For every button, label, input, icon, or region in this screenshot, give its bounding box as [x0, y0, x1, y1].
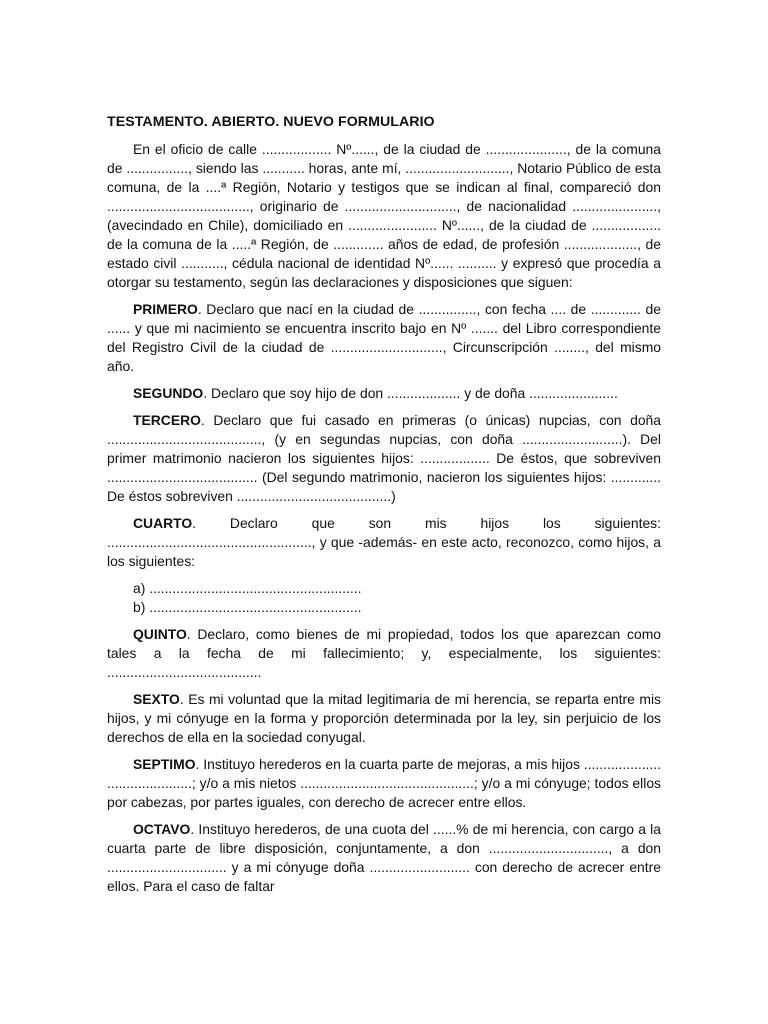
- clause-text: . Es mi voluntad que la mitad legitimaria de mi herencia, se reparta entre mis hijos, y mi cónyuge en la forma y proporción determinada por la ley, sin perjuicio de los derechos de ella en la sociedad conyugal.: [107, 691, 661, 745]
- clause-sexto: [107, 690, 661, 747]
- document-title: TESTAMENTO. ABIERTO. NUEVO FORMULARIO: [107, 114, 435, 130]
- clause-tercero: [107, 411, 661, 506]
- clause-segundo: [107, 384, 661, 403]
- clause-text: . Instituyo herederos en la cuarta parte de mejoras, a mis hijos .................... ......................; y/o a mis nietos .............................................; y/o a mi cónyuge; todos ellos por cabezas, por partes iguales, con derecho de acrecer entre ellos.: [107, 756, 661, 810]
- clause-quinto: [107, 625, 661, 682]
- clause-septimo: [107, 755, 661, 812]
- clause-heading: CUARTO: [133, 515, 193, 531]
- cuarto-list: [107, 579, 661, 617]
- clause-text: . Declaro que fui casado en primeras (o únicas) nupcias, con doña ........................................, (y en segundas nupcias, con doña ..........................). Del primer matrimonio nacieron los siguientes hijos: .................. De éstos, que sobreviven ....................................... (Del segundo matrimonio, nacieron los siguientes hijos: ............. De éstos sobreviven ........................................): [107, 412, 661, 504]
- list-item: b) .......................................................: [133, 599, 362, 615]
- clause-heading: SEPTIMO: [133, 756, 196, 772]
- clause-heading: QUINTO: [133, 626, 187, 642]
- clause-text: . Declaro que son mis hijos los siguientes: ....................................................., y que -además- en este acto, reconozco, como hijos, a los siguientes:: [107, 515, 661, 569]
- clause-heading: TERCERO: [133, 412, 201, 428]
- intro-paragraph: En el oficio de calle .................. Nº......, de la ciudad de ....................., de la comuna de ................, siendo las ........... horas, ante mí, ..........................., Notario Público de esta comuna, de la ....ª Región, Notario y testigos que se indican al final, compareció don ....................................., originario de ............................., de nacionalidad ......................, (avecindado en Chile), domiciliado en ....................... Nº......, de la ciudad de .................. de la comuna de la .....ª Región, de ............. años de edad, de profesión ..................., de estado civil ..........., cédula nacional de identidad Nº...... .......... y expresó que procedía a otorgar su testamento, según las declaraciones y disposiciones que siguen:: [107, 141, 661, 290]
- list-item: a) .......................................................: [133, 580, 362, 596]
- clause-primero: [107, 300, 661, 376]
- clause-text: . Instituyo herederos, de una cuota del ......% de mi herencia, con cargo a la cuarta parte de libre disposición, conjuntamente, a don ..............................., a don ............................... y a mi cónyuge doña .......................... con derecho de acrecer entre ellos. Para el caso de faltar: [107, 821, 661, 894]
- clause-cuarto: [107, 514, 661, 571]
- clause-heading: PRIMERO: [133, 301, 198, 317]
- clause-text: . Declaro, como bienes de mi propiedad, todos los que aparezcan como tales a la fecha de mi fallecimiento; y, especialmente, los siguientes: ........................................: [107, 626, 661, 680]
- clause-octavo: [107, 820, 661, 896]
- clause-text: . Declaro que nací en la ciudad de ..............., con fecha .... de ............. de ...... y que mi nacimiento se encuentra inscrito bajo en Nº ....... del Libro correspondiente del Registro Civil de la ciudad de ............................., Circunscripción ........, del mismo año.: [107, 301, 661, 374]
- clause-heading: OCTAVO: [133, 821, 191, 837]
- clause-heading: SEXTO: [133, 691, 180, 707]
- clause-text: . Declaro que soy hijo de don ................... y de doña .......................: [203, 385, 618, 401]
- clause-heading: SEGUNDO: [133, 385, 204, 401]
